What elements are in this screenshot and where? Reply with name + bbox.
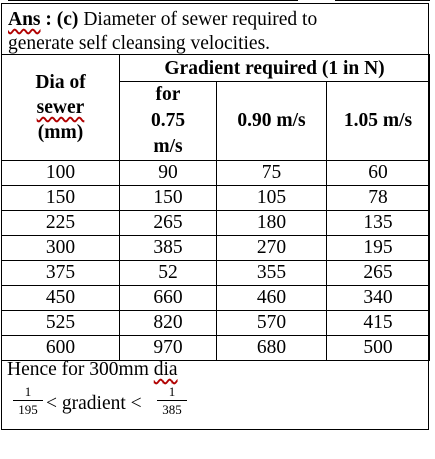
- dia-cell: 100: [2, 161, 120, 186]
- gradient-cell: 270: [217, 236, 327, 261]
- dia-column-header: [2, 55, 120, 161]
- right-fraction-bar: [157, 400, 187, 401]
- dia-cell: 525: [2, 311, 120, 336]
- gradient-cell: 180: [217, 211, 327, 236]
- gradient-cell: 385: [120, 236, 217, 261]
- left-fraction-numerator: 1: [24, 384, 32, 399]
- gradient-table: [1, 54, 430, 361]
- gradient-cell: 265: [327, 261, 430, 286]
- gradient-cell: 680: [217, 336, 327, 361]
- right-fraction-denominator: 385: [162, 402, 182, 417]
- answer-line1: Diameter of sewer required to: [78, 9, 318, 30]
- dia-cell: 300: [2, 236, 120, 261]
- answer-label: Ans: [8, 9, 41, 30]
- right-fraction-numerator: 1: [168, 384, 176, 399]
- velocity-header-075-line1: for: [155, 84, 181, 105]
- gradient-cell: 105: [217, 186, 327, 211]
- velocity-header-075-line2: 0.75: [150, 110, 186, 131]
- velocity-header-090: 0.90 m/s: [217, 82, 327, 161]
- answer-statement: [8, 8, 317, 56]
- gradient-cell: 265: [120, 211, 217, 236]
- dia-cell: 150: [2, 186, 120, 211]
- inequality-text: < gradient <: [46, 393, 142, 414]
- left-fraction-bar: [13, 400, 43, 401]
- left-fraction-denominator: 195: [18, 402, 38, 417]
- dia-header-line3: (mm): [37, 122, 84, 143]
- gradient-cell: 415: [327, 311, 430, 336]
- gradient-cell: 340: [327, 286, 430, 311]
- table-row: [2, 311, 430, 336]
- dia-header-line2: sewer: [36, 97, 85, 118]
- table-row: [2, 161, 430, 186]
- dia-cell: 225: [2, 211, 120, 236]
- left-fraction: [13, 384, 43, 417]
- gradient-cell: 195: [327, 236, 430, 261]
- dia-cell: 375: [2, 261, 120, 286]
- gradient-cell: 500: [327, 336, 430, 361]
- velocity-header-075: [120, 82, 217, 161]
- dia-cell: 450: [2, 286, 120, 311]
- right-fraction: [157, 384, 187, 417]
- table-row: [2, 261, 430, 286]
- gradient-cell: 570: [217, 311, 327, 336]
- velocity-header-075-line3: m/s: [153, 136, 183, 157]
- hence-word: dia: [153, 359, 178, 380]
- gradient-cell: 355: [217, 261, 327, 286]
- table-row: [2, 186, 430, 211]
- gradient-cell: 78: [327, 186, 430, 211]
- answer-line2: generate self cleansing velocities.: [8, 33, 271, 54]
- gradient-cell: 75: [217, 161, 327, 186]
- hence-line: [7, 358, 178, 382]
- velocity-header-105: 1.05 m/s: [327, 82, 430, 161]
- gradient-cell: 820: [120, 311, 217, 336]
- table-row: [2, 236, 430, 261]
- dia-header-line1: Dia of: [35, 72, 86, 93]
- answer-colon: :: [40, 9, 57, 30]
- conclusion-section: [1, 356, 429, 430]
- gradient-cell: 60: [327, 161, 430, 186]
- gradient-cell: 660: [120, 286, 217, 311]
- dia-cell: 600: [2, 336, 120, 361]
- gradient-cell: 52: [120, 261, 217, 286]
- gradient-cell: 970: [120, 336, 217, 361]
- gradient-cell: 135: [327, 211, 430, 236]
- answer-option: (c): [56, 9, 79, 30]
- gradient-cell: 460: [217, 286, 327, 311]
- gradient-cell: 90: [120, 161, 217, 186]
- table-row: [2, 211, 430, 236]
- hence-text: Hence for 300mm: [7, 359, 154, 380]
- table-row: [2, 286, 430, 311]
- gradient-group-header: Gradient required (1 in N): [120, 55, 430, 82]
- gradient-cell: 150: [120, 186, 217, 211]
